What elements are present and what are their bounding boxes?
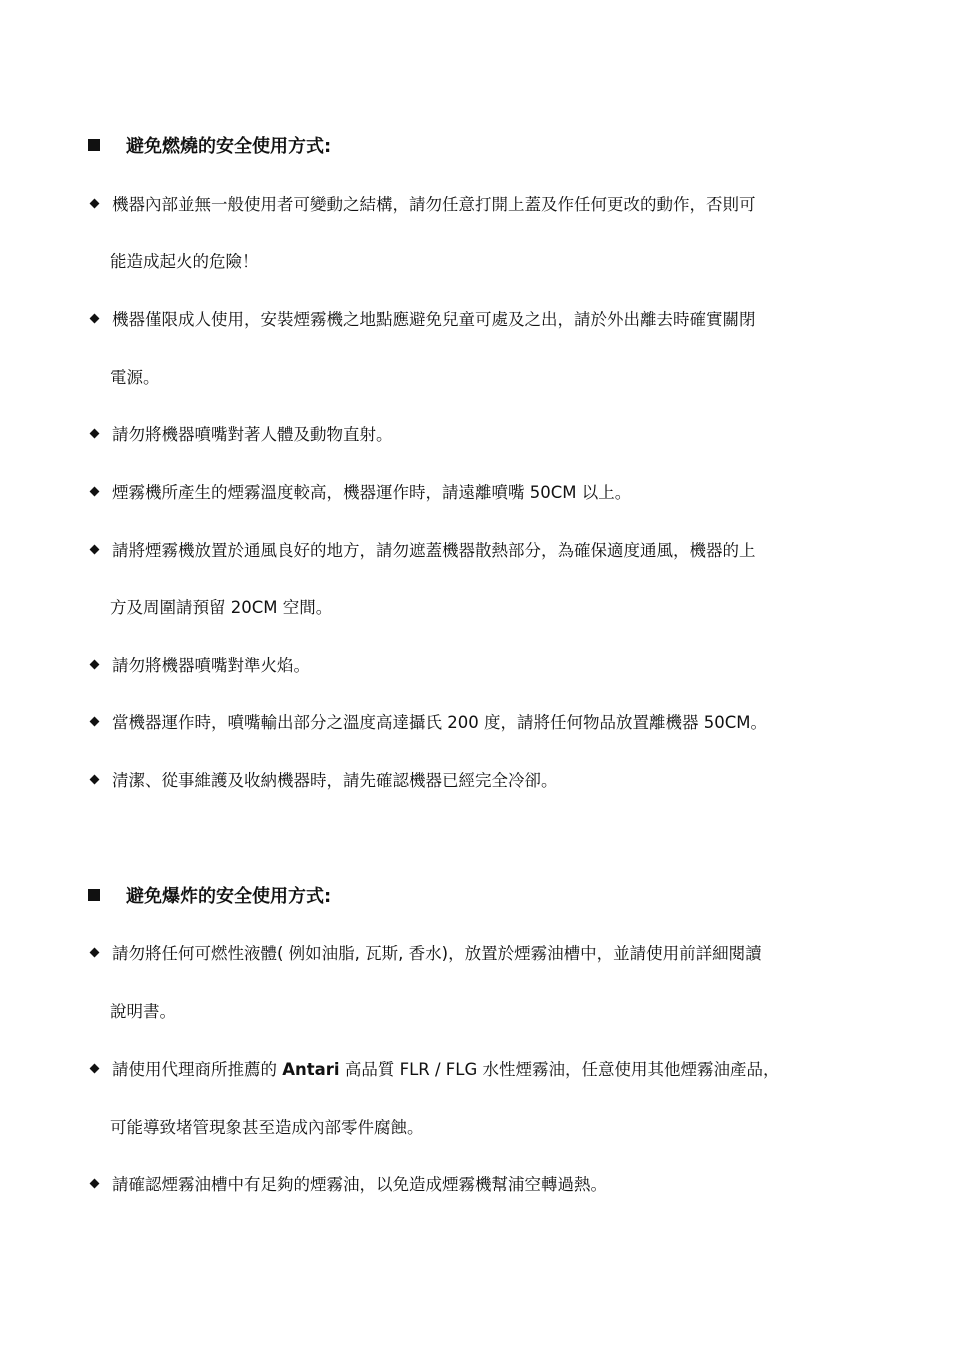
diamond-bullet-icon [90, 428, 100, 438]
item-text: 當機器運作時，噴嘴輸出部分之溫度高達攝氏 200 度，請將任何物品放置離機器 50CM。 [112, 713, 767, 732]
item-text: 請將煙霧機放置於通風良好的地方，請勿遮蓋機器散熱部分，為確保適度通風，機器的上 [112, 541, 756, 560]
list-item [88, 537, 756, 561]
list-item [88, 479, 631, 503]
item-text: 清潔、從事維護及收納機器時，請先確認機器已經完全冷卻。 [112, 771, 558, 790]
section-heading-burn [88, 132, 331, 158]
item-continuation: 可能導致堵管現象甚至造成內部零件腐蝕。 [110, 1118, 424, 1137]
section-heading-explosion [88, 882, 331, 908]
list-item [88, 421, 393, 445]
item-text [112, 1056, 780, 1080]
diamond-bullet-icon [90, 1178, 100, 1188]
list-item [88, 1056, 780, 1080]
diamond-bullet-icon [90, 313, 100, 323]
list-item [88, 767, 558, 791]
item-text: 請確認煙霧油槽中有足夠的煙霧油，以免造成煙霧機幫浦空轉過熱。 [112, 1175, 607, 1194]
list-item [88, 1171, 607, 1195]
list-item [88, 191, 756, 215]
item-text: 請勿將機器噴嘴對著人體及動物直射。 [112, 425, 393, 444]
diamond-bullet-icon [90, 1063, 100, 1073]
list-item [88, 940, 762, 964]
diamond-bullet-icon [90, 198, 100, 208]
item-text: 請勿將機器噴嘴對準火焰。 [112, 656, 310, 675]
list-item [88, 652, 310, 676]
diamond-bullet-icon [90, 947, 100, 957]
diamond-bullet-icon [90, 774, 100, 784]
diamond-bullet-icon [90, 659, 100, 669]
brand-name: Antari [282, 1060, 340, 1079]
heading-text: 避免爆炸的安全使用方式: [126, 886, 332, 907]
item-continuation: 方及周圍請預留 20CM 空間。 [110, 598, 333, 617]
square-bullet-icon [88, 139, 100, 151]
item-text: 機器僅限成人使用，安裝煙霧機之地點應避免兒童可處及之出，請於外出離去時確實關閉 [112, 310, 756, 329]
item-text: 煙霧機所產生的煙霧溫度較高，機器運作時，請遠離噴嘴 50CM 以上。 [112, 483, 632, 502]
item-text-pre: 請使用代理商所推薦的 [112, 1060, 283, 1079]
diamond-bullet-icon [90, 486, 100, 496]
list-item [88, 306, 756, 330]
diamond-bullet-icon [90, 544, 100, 554]
list-item [88, 709, 767, 733]
item-text-post: 高品質 FLR / FLG 水性煙霧油，任意使用其他煙霧油產品， [339, 1060, 780, 1079]
item-continuation: 說明書。 [110, 1002, 176, 1021]
item-text: 機器內部並無一般使用者可變動之結構，請勿任意打開上蓋及作任何更改的動作，否則可 [112, 195, 756, 214]
item-continuation: 能造成起火的危險！ [110, 252, 259, 271]
heading-text: 避免燃燒的安全使用方式: [126, 136, 332, 157]
item-continuation: 電源。 [110, 368, 160, 387]
item-text: 請勿將任何可燃性液體( 例如油脂, 瓦斯, 香水)，放置於煙霧油槽中，並請使用前詳細閱讀 [112, 944, 762, 963]
diamond-bullet-icon [90, 716, 100, 726]
square-bullet-icon [88, 889, 100, 901]
